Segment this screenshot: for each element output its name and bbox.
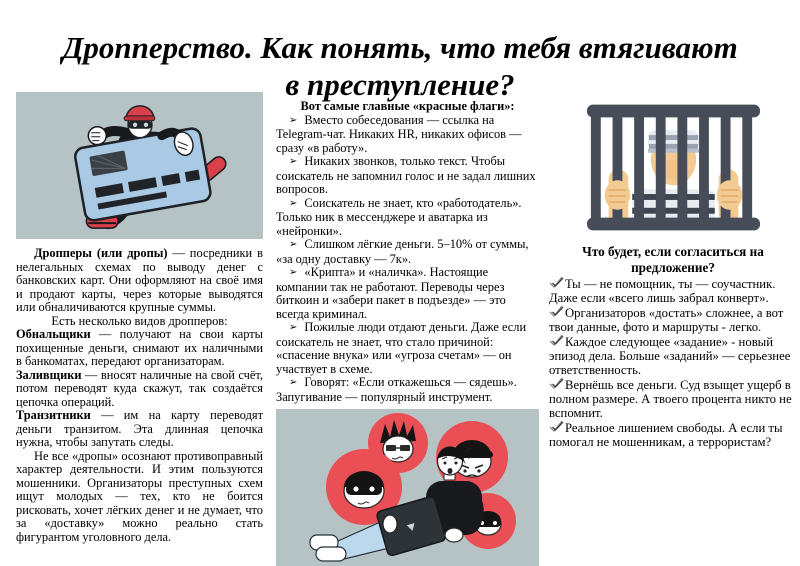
- consequence-item: Организаторов «достать» сложнее, а вот твои данные, фото и маршруты - легко.: [549, 306, 784, 334]
- consequence-item: Вернёшь все деньги. Суд взыщет ущерб в полном размере. А твоего процента никто не вспомнит.: [549, 378, 792, 420]
- consequence-item: Каждое следующее «задание» - новый эпизод дела. Больше «заданий» — серьезнее ответственность.: [549, 335, 791, 377]
- masked-scammers-icon: [276, 409, 539, 566]
- red-flag-item: ➢ Вместо собеседования — ссылка на Telegram-чат. Никаких HR, никаких офисов — сразу «в работу».: [276, 112, 522, 155]
- paragraph-droppers-definition: Дропперы (или дропы) — посредники в нелегальных схемах по выводу денег с банковских карт. Они оформляют на своё имя и продают карты, через которые выводятся или обналичиваются крупные суммы.: [16, 246, 263, 314]
- middle-column: [276, 100, 539, 566]
- arrowhead-bullet-icon: ➢: [289, 114, 298, 126]
- red-flag-item: ➢ Никаких звонков, только текст. Чтобы соискатель не запомнил голос и не задал лишних вопросов.: [276, 154, 536, 196]
- consequence-item: Реальное лишением свободы. А если ты помогал не мошенникам, а террористам?: [549, 421, 783, 449]
- left-column: [16, 92, 263, 544]
- red-flag-item: ➢ Говорят: «Если откажешься — сядешь». Запугивание — популярный инструмент.: [276, 375, 517, 404]
- paragraph-zalivshchiki: Заливщики — вносят наличные на свой счёт, потом переводят куда скажут, так создаётся цепочка операций.: [16, 367, 263, 409]
- double-check-icon: [549, 276, 565, 289]
- arrowhead-bullet-icon: ➢: [289, 322, 298, 333]
- red-flag-item: ➢ «Крипта» и «наличка». Настоящие компании так не работают. Переводы через биткоин и «забери пакет в подъезде» — это всегда криминал.: [276, 265, 506, 321]
- arrowhead-bullet-icon: ➢: [289, 197, 298, 209]
- prison-illustration: [549, 104, 797, 234]
- double-check-icon: [549, 377, 565, 390]
- arrowhead-bullet-icon: ➢: [289, 267, 298, 278]
- red-flag-item: ➢ Соискатель не знает, кто «работодатель». Только ник в мессенджере и аватарка из «нейронки».: [276, 195, 522, 238]
- consequences-header: Что будет, если согласиться на предложение?: [582, 244, 764, 275]
- paragraph-awareness: Не все «дропы» осознают противоправный характер деятельности. И этим пользуются мошенники. Организаторы преступных схем ищут молодых — тех, кто не боится рисковать, хочет лёгких денег и не думает, что за «доставку» можно реально стать фигурантом уголовного дела.: [16, 448, 263, 544]
- paragraph-obnalshchiki: Обнальщики — получают на свои карты похищенные деньги, снимают их наличными в банкоматах, передают организаторам.: [16, 327, 263, 368]
- prisoner: [608, 130, 738, 230]
- arrowhead-bullet-icon: ➢: [289, 156, 298, 167]
- consequence-item: Ты — не помощник, ты — соучастник. Даже если «всего лишь забрал конверт».: [549, 277, 776, 305]
- double-check-icon: [549, 305, 565, 318]
- double-check-icon: [549, 420, 565, 433]
- double-check-icon: [549, 334, 565, 347]
- scammers-illustration: [276, 409, 539, 566]
- red-flag-item: ➢ Пожилые люди отдают деньги. Даже если соискатель не знает, что стало причиной: «спасение внука» или «угроза счетам» — он участвует в схеме.: [276, 320, 527, 376]
- arrowhead-bullet-icon: ➢: [289, 239, 298, 250]
- arrowhead-bullet-icon: ➢: [289, 377, 298, 388]
- term-tranzitniki: Транзитники: [16, 408, 91, 422]
- paragraph-types-intro: Есть несколько видов дропперов:: [51, 313, 228, 328]
- term-droppers: Дропперы (или дропы): [34, 246, 168, 260]
- right-column: [549, 98, 797, 449]
- thief-running-icon: [16, 92, 263, 239]
- term-obnalshchiki: Обнальщики: [16, 327, 91, 341]
- thief-illustration: [16, 92, 263, 239]
- page-title-line2: в преступление?: [285, 66, 515, 102]
- red-flags-header: Вот самые главные «красные флаги»:: [300, 99, 515, 113]
- paragraph-tranzitniki: Транзитники — им на карту переводят деньги транзитом. Эта длинная цепочка нужна, чтобы запутать следы.: [16, 408, 263, 449]
- red-flag-item: ➢ Слишком лёгкие деньги. 5–10% от суммы, «за одну доставку — 7к».: [276, 237, 529, 266]
- prisoner-behind-bars-icon: [587, 104, 760, 231]
- term-zalivshchiki: Заливщики: [16, 367, 82, 382]
- page-title-line1: Дропперство. Как понять, что тебя втягивают: [62, 29, 738, 65]
